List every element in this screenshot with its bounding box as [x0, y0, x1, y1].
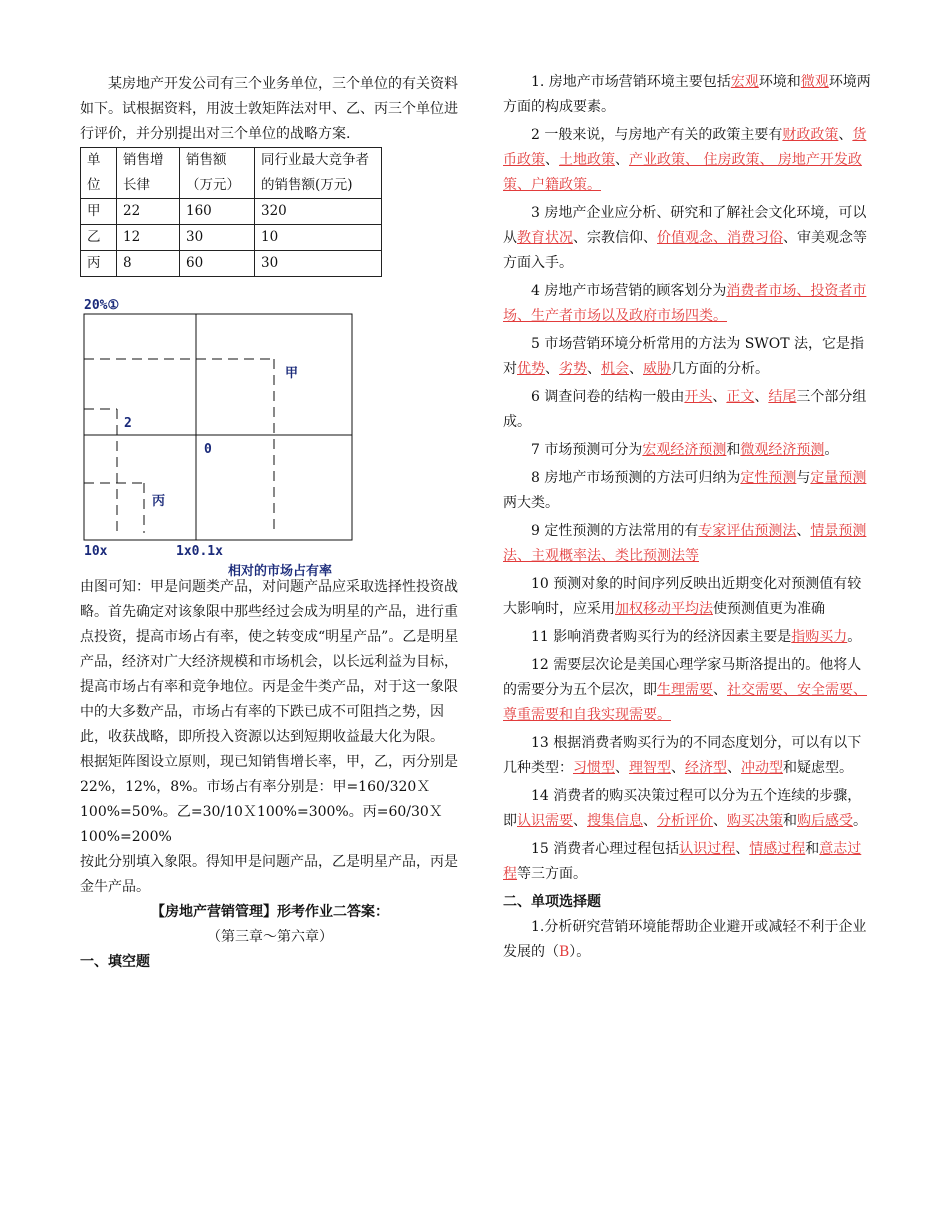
q-text: 6 调查问卷的结构一般由: [531, 389, 685, 405]
q-text: 、: [713, 682, 727, 698]
q-text: 10 预测对象的时间序列反映出近期变化对预测值有较大影响时，应采用: [503, 576, 862, 617]
question-15: [503, 837, 873, 887]
answer: 意志过程: [503, 841, 862, 882]
answer: 货币政策: [503, 127, 867, 168]
answer: 土地政策: [559, 152, 615, 168]
left-column: [80, 0, 460, 975]
q-text: 、: [712, 389, 727, 405]
answer: B: [559, 944, 570, 960]
q-text: 12 需要层次论是美国心理学家马斯洛提出的。他将人的需要分为五个层次，即: [503, 657, 862, 698]
cell: 乙: [81, 225, 117, 251]
answer: 分析评价: [657, 813, 713, 829]
question-4: [503, 279, 873, 329]
q-text: 环境两方面的构成要素。: [503, 74, 871, 115]
q-text: 和: [726, 442, 741, 458]
q-text: 。: [847, 629, 862, 645]
answer: 情景预测法、主观概率法、类比预测法等: [503, 523, 867, 564]
answer: 价值观念、消费习俗: [657, 230, 783, 246]
cell: 22: [117, 199, 180, 225]
section-single-choice: 二、单项选择题: [503, 894, 601, 910]
q-text: 8 房地产市场预测的方法可归纳为: [531, 470, 741, 486]
q-text: 1.分析研究营销环境能帮助企业避开或减轻不利于企业发展的（: [503, 919, 867, 960]
q-text: 、: [573, 813, 587, 829]
matrix-dashed-lines: [84, 359, 274, 533]
bcg-matrix: [80, 297, 460, 577]
answer: 优势: [517, 361, 545, 377]
answer: 安全需要、尊重需要和自我实现需要。: [503, 682, 867, 723]
q-text: 11 影响消费者购买行为的经济因素主要是: [531, 629, 792, 645]
answer: 购后感受: [797, 813, 853, 829]
q-text: 、: [735, 841, 750, 857]
q-text: 3 房地产企业应分析、研究和了解社会文化环境，可以从: [503, 205, 867, 246]
matrix-top-label: 20%①: [84, 298, 120, 313]
question-13: [503, 731, 873, 781]
choice-question-1: [503, 915, 873, 965]
q-text: 、: [671, 760, 685, 776]
answer: 生理需要: [657, 682, 713, 698]
q-text: 、: [545, 361, 559, 377]
question-9: [503, 519, 873, 569]
units-table: [80, 147, 382, 277]
answer: 机会: [601, 361, 629, 377]
answer: 宏观: [730, 74, 759, 90]
table-row: [81, 199, 382, 225]
cell: 30: [255, 251, 382, 277]
answer: 威胁: [643, 361, 671, 377]
q-text: 7 市场预测可分为: [531, 442, 643, 458]
x-mid-label: 1x0.1x: [176, 544, 223, 559]
conclusion-paragraph: 按此分别填入象限。得知甲是问题产品，乙是明星产品，丙是金牛产品。: [80, 854, 458, 895]
table-row: [81, 225, 382, 251]
intro-paragraph: 某房地产开发公司有三个业务单位，三个单位的有关资料如下。试根据资料，用波士敦矩阵法对甲、乙、丙三个单位进行评价，并分别提出对三个单位的战略方案.: [80, 76, 458, 142]
q-text: 、审美观念等方面入手。: [503, 230, 867, 271]
q-text: 。: [824, 442, 839, 458]
q-text: 、: [545, 152, 559, 168]
q-text: 和: [783, 813, 797, 829]
right-column: [503, 0, 873, 965]
q-text: 、: [838, 127, 853, 143]
cell: 8: [117, 251, 180, 277]
q-text: 、: [629, 361, 643, 377]
q-text: 、: [587, 361, 601, 377]
answer: 加权移动平均法: [615, 601, 713, 617]
label-2: 2: [124, 416, 132, 431]
q-text: 、: [615, 760, 629, 776]
cell: 丙: [81, 251, 117, 277]
answer: 理智型: [629, 760, 671, 776]
answer: 微观经济预测: [740, 442, 825, 458]
q-text: 、宗教信仰、: [573, 230, 657, 246]
answer: 经济型: [685, 760, 727, 776]
q-text: 9 定性预测的方法常用的有: [531, 523, 699, 539]
q-text: 几方面的分析。: [671, 361, 769, 377]
answer: 购买决策: [727, 813, 783, 829]
q-text: 、: [727, 760, 741, 776]
q-text: 与: [796, 470, 811, 486]
label-jia: 甲: [285, 366, 299, 381]
q-text: 2 一般来说，与房地产有关的政策主要有: [531, 127, 783, 143]
q-text: 14 消费者的购买决策过程可以分为五个连续的步骤，即: [503, 788, 862, 829]
question-7: [503, 438, 873, 463]
question-14: [503, 784, 873, 834]
label-0: 0: [204, 442, 212, 457]
cell: 10: [255, 225, 382, 251]
answer: 财政政策: [782, 127, 839, 143]
analysis-paragraph: 由图可知：甲是问题类产品，对问题产品应采取选择性投资战略。首先确定对该象限中那些经过会成为明星的产品，进行重点投资，提高市场占有率，使之转变成“明星产品”。乙是明星产品，经济对广大经济规模和市场机会，以长远利益为目标，提高市场占有率和竞争地位。丙是金牛类产品，对于这一象限中的大多数产品，市场占有率的下跌已成不可阻挡之势，因此，收获战略，即所投入资源以达到短期收益最大化为限。: [80, 579, 459, 745]
q-text: 。: [853, 813, 867, 829]
header-competitor: 同行业最大竞争者的销售额(万元): [255, 148, 382, 199]
calc-paragraph: 根据矩阵图设立原则，现已知销售增长率，甲，乙，丙分别是 22%，12%，8%。市场占有率分别是：甲=160/320Ｘ100%=50%。乙=30/10Ｘ100%=300%。丙=60/30Ｘ100%=200%: [80, 754, 458, 845]
q-text: 1. 房地产市场营销环境主要包括: [531, 74, 731, 90]
answer: 认识需要: [517, 813, 573, 829]
q-text: 、: [713, 813, 727, 829]
header-sales: 销售额（万元）: [180, 148, 255, 199]
table-row: [81, 251, 382, 277]
cell: 320: [255, 199, 382, 225]
answer: 正文: [726, 389, 755, 405]
question-8: [503, 466, 873, 516]
q-text: 、: [615, 152, 629, 168]
q-text: 环境和: [758, 74, 801, 90]
q-text: ）。: [569, 944, 591, 960]
chapters-subtitle: （第三章～第六章）: [207, 929, 333, 945]
header-unit: 单位: [81, 148, 117, 199]
q-text: 5 市场营销环境分析常用的方法为 SWOT 法，它是指对: [503, 336, 865, 377]
answer: 情感过程: [749, 841, 806, 857]
q-text: 使预测值更为准确: [713, 601, 825, 617]
question-11: [503, 625, 873, 650]
q-text: 13 根据消费者购买行为的不同态度划分，可以有以下几种类型：: [503, 735, 862, 776]
q-text: 和: [805, 841, 820, 857]
x-axis-title: 相对的市场占有率: [227, 564, 333, 577]
q-text: 和疑虑型。: [783, 760, 853, 776]
answer: 冲动型: [741, 760, 783, 776]
question-10: [503, 572, 873, 622]
question-1: [503, 70, 873, 120]
cell: 160: [180, 199, 255, 225]
homework-title: 【房地产营销管理】形考作业二答案：: [151, 904, 389, 920]
answer: 微观: [800, 74, 829, 90]
answer: 宏观经济预测: [642, 442, 727, 458]
answer: 习惯型: [573, 760, 615, 776]
answer: 指购买力: [791, 629, 848, 645]
q-text: 两大类。: [503, 495, 559, 511]
cell: 60: [180, 251, 255, 277]
answer: 定性预测: [740, 470, 797, 486]
q-text: 、: [643, 813, 657, 829]
section-fill-blank: 一、填空题: [80, 954, 150, 970]
answer: 结尾: [768, 389, 797, 405]
label-bing: 丙: [152, 494, 166, 509]
answer: 产业政策、 住房政策、 房地产开发政策、户籍政策。: [503, 152, 862, 193]
question-6: [503, 385, 873, 435]
cell: 甲: [81, 199, 117, 225]
question-3: [503, 201, 873, 276]
q-text: 、: [754, 389, 769, 405]
answer: 教育状况: [517, 230, 573, 246]
answer: 开头: [684, 389, 713, 405]
q-text: 等三方面。: [517, 866, 587, 882]
cell: 12: [117, 225, 180, 251]
table-header-row: [81, 148, 382, 199]
answer: 认识过程: [679, 841, 736, 857]
x-left-label: 10x: [84, 544, 108, 559]
cell: 30: [180, 225, 255, 251]
header-growth: 销售增长律: [117, 148, 180, 199]
question-5: [503, 332, 873, 382]
answer: 消费者市场、投资者市场、生产者市场以及政府市场四类。: [503, 283, 867, 324]
answer: 定量预测: [810, 470, 867, 486]
answer: 社交需要、: [727, 682, 797, 698]
q-text: 4 房地产市场营销的顾客划分为: [531, 283, 727, 299]
answer: 专家评估预测法: [698, 523, 797, 539]
q-text: 15 消费者心理过程包括: [531, 841, 680, 857]
answer: 劣势: [559, 361, 587, 377]
question-2: [503, 123, 873, 198]
question-12: [503, 653, 873, 728]
q-text: 、: [796, 523, 811, 539]
answer: 搜集信息: [587, 813, 643, 829]
q-text: 三个部分组成。: [503, 389, 867, 430]
